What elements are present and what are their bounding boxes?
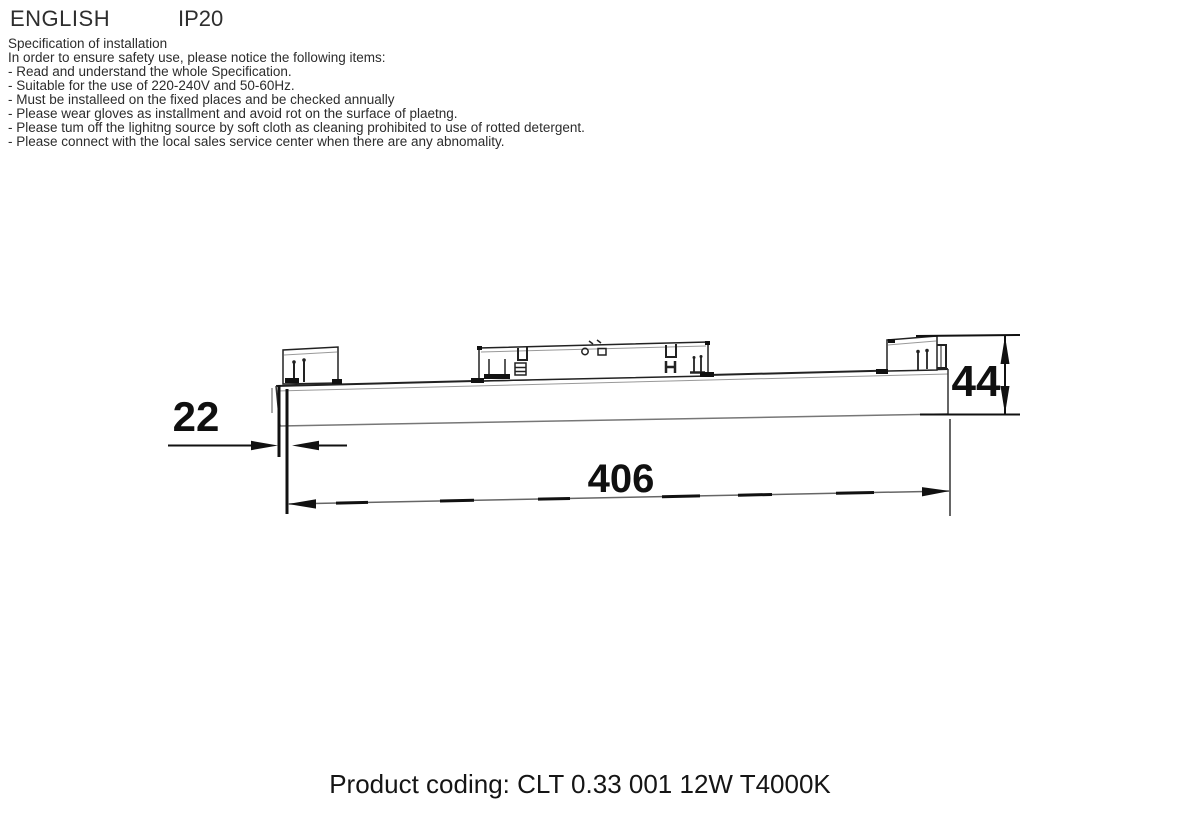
spec-item: - Please tum off the lighitng source by soft cloth as cleaning prohibited to use of rotted detergent. <box>8 120 585 135</box>
spec-item: - Please connect with the local sales service center when there are any abnomality. <box>8 134 505 149</box>
dimension-22-value: 22 <box>172 393 220 440</box>
ip-rating-label: IP20 <box>178 6 224 31</box>
left-mounting-clip <box>283 347 342 384</box>
spec-item: - Must be installeed on the fixed places and be checked annually <box>8 92 395 107</box>
product-coding-caption: Product coding: CLT 0.33 001 12W T4000K <box>329 769 831 799</box>
document-language-label: ENGLISH <box>10 6 111 31</box>
spec-intro: In order to ensure safety use, please notice the following items: <box>8 50 386 65</box>
center-driver-box <box>471 340 714 383</box>
spec-item: - Please wear gloves as installment and avoid rot on the surface of plaetng. <box>8 106 458 121</box>
right-mounting-clip <box>876 336 946 374</box>
spec-title: Specification of installation <box>8 36 168 51</box>
dimension-406-value: 406 <box>587 457 655 501</box>
spec-item: - Read and understand the whole Specification. <box>8 64 292 79</box>
dimension-44-value: 44 <box>951 357 1001 406</box>
spec-item: - Suitable for the use of 220-240V and 50-60Hz. <box>8 78 295 93</box>
dimension-406 <box>288 419 950 516</box>
